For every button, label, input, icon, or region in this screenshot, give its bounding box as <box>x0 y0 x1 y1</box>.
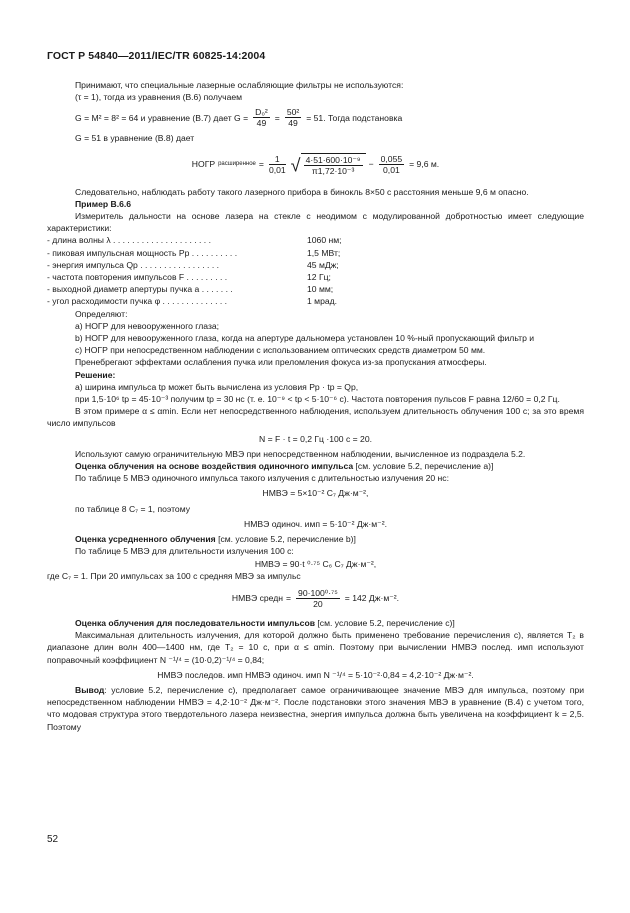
conclusion-paragraph: Вывод: условие 5.2, перечисление с), предполагает самое ограничивающее значение МВЭ для импульса, поэтому при непосредственном наблюдении HМВЭ = 4,2·10⁻² Дж·м⁻². После подстановки этого значения МВЭ в уравнение (В.4) с учетом того, что модовая структура этого твердотельного лазера неизвестна, энергия импульса должна быть увеличена на коэффициент k = 2,5. Поэтому <box>47 684 584 732</box>
paragraph: а) НОГР для невооруженного глаза; <box>75 320 220 331</box>
equation-h5: HМВЭ последов. имп HМВЭ одиноч. имп N ⁻¹/⁴ = 5·10⁻²·0,84 = 4,2·10⁻² Дж·м⁻². <box>157 669 474 680</box>
page-content <box>47 79 584 733</box>
fraction: $\frac{\text{50²}}{49}$ <box>286 107 300 129</box>
square-root: √ $\frac{\text{4·51·600·10⁻⁹}}{\text{π1,72·10⁻³}}$ <box>291 153 366 176</box>
paragraph: По таблице 5 МВЭ одиночного импульса такого излучения с длительностью излучения 20 нс: <box>75 473 449 484</box>
paragraph: Определяют: <box>75 308 128 319</box>
list-item: - пиковая импульсная мощность Pp . . . . . . . . . . 1,5 МВт; <box>47 247 341 258</box>
equation-nogr: НОГР расширенное = $\frac{1}{0,01}$ √ $\frac{\text{4·51·600·10⁻⁹}}{\text{π1,72·10⁻³}}$ − $\frac{0,055}{0,01}$ = 9,6 м. <box>191 153 440 176</box>
list-item: - энергия импульса Qp . . . . . . . . . . . . . . . . . 45 мДж; <box>47 259 339 270</box>
paragraph: b) НОГР для невооруженного глаза, когда на апертуре дальномера установлен 10 %-ный пропускающий фильтр и <box>75 333 535 344</box>
document-header: ГОСТ Р 54840—2011/IEC/TR 60825-14:2004 <box>47 50 266 62</box>
fraction: $\frac{\text{D₀²}}{49}$ <box>255 107 268 129</box>
paragraph: По таблице 5 МВЭ для длительности излучения 100 с: <box>75 546 294 557</box>
paragraph: по таблице 8 C₇ = 1, поэтому <box>75 503 191 514</box>
paragraph: (τ = 1), тогда из уравнения (В.6) получаем <box>75 92 243 103</box>
section-heading: Оценка облучения на основе воздействия одиночного импульса [см. условие 5.2, перечисление а)] <box>75 461 494 472</box>
section-heading: Оценка облучения для последовательности импульсов [см. условие 5.2, перечисление с)] <box>75 617 455 628</box>
example-title: Пример В.6.6 <box>75 198 132 209</box>
equation-h4: HМВЭ средн = $\frac{\text{90·100⁰·⁷⁵}}{20}$ = 142 Дж·м⁻². <box>231 587 400 609</box>
paragraph: с) НОГР при непосредственном наблюдении с использованием оптических средств диаметром 50 мм. <box>75 345 486 356</box>
paragraph: Пренебрегают эффектами ослабления пучка или преломления фокуса из-за пропускания атмосферы. <box>75 357 487 368</box>
list-item: - частота повторения импульсов F . . . . . . . . . 12 Гц; <box>47 272 331 283</box>
paragraph: G = 51 в уравнение (В.8) дает <box>75 133 195 144</box>
paragraph: Принимают, что специальные лазерные ослабляющие фильтры не используются: <box>75 80 404 90</box>
paragraph: Измеритель дальности на основе лазера на стекле с неодимом с модулированной добротностью имеет следующие характеристики: <box>47 211 584 234</box>
equation-g: G = M² = 8² = 64 и уравнение (В.7) дает G = $\frac{\text{D₀²}}{49}$ = $\frac{\text{50²}}{49}$ = 51. Тогда подстановка <box>75 107 403 129</box>
equation-h1: HМВЭ = 5×10⁻² C₇ Дж·м⁻², <box>262 488 369 499</box>
section-heading: Оценка усредненного облучения [см. условие 5.2, перечисление b)] <box>75 534 356 545</box>
list-item: - выходной диаметр апертуры пучка a . . . . . . . 10 мм; <box>47 284 334 295</box>
paragraph: а) ширина импульса tp может быть вычислена из условия Pp · tp = Qp, <box>75 381 359 392</box>
paragraph: Максимальная длительность излучения, для которой должно быть применено требование перечисления с), является T₂ в диапазоне длин волн 400—1400 нм, где T₂ = 10 с, при α ≤ αmin. Поэтому при вычислении HМВЭ послед. имп используют поправочный коэффициент N ⁻¹/⁴ = (10·0,2)⁻¹/⁴ = 0,84; <box>47 630 584 665</box>
paragraph: В этом примере α ≤ αmin. Если нет непосредственного наблюдения, используем длительность облучения 100 с; за это время число импульсов <box>47 406 584 429</box>
specs-list <box>47 234 584 307</box>
equation-n: N = F · t = 0,2 Гц ·100 с = 20. <box>259 433 372 444</box>
paragraph: где C₇ = 1. При 20 импульсах за 100 с средняя МВЭ за импульс <box>47 570 301 581</box>
fraction: $\frac{0,055}{0,01}$ <box>380 153 403 175</box>
list-item: - длина волны λ . . . . . . . . . . . . . . . . . . . . . 1060 нм; <box>47 235 342 246</box>
list-item: - угол расходимости пучка φ . . . . . . . . . . . . . . 1 мрад. <box>47 296 338 307</box>
paragraph: Следовательно, наблюдать работу такого лазерного прибора в бинокль 8×50 с расстояния меньше 9,6 м опасно. <box>75 186 529 197</box>
fraction: $\frac{\text{90·100⁰·⁷⁵}}{20}$ <box>298 587 338 609</box>
paragraph: Используют самую ограничительную МВЭ при непосредственном наблюдении, вычисленное из подраздела 5.2. <box>75 448 526 459</box>
page-number: 52 <box>47 834 59 845</box>
solution-title: Решение: <box>75 369 116 380</box>
equation-h2: HМВЭ одиноч. имп = 5·10⁻² Дж·м⁻². <box>244 518 387 529</box>
fraction: $\frac{1}{0,01}$ <box>268 153 286 175</box>
paragraph: при 1,5·10⁶ tp = 45·10⁻³ получим tp = 30 нс (т. е. 10⁻⁹ < tp < 5·10⁻⁶ с). Частота повторения пульсов F равна 12/60 = 0,2 Гц. <box>75 394 560 405</box>
equation-h3: HМВЭ = 90·t ⁰·⁷⁵ C₆ C₇ Дж·м⁻², <box>254 558 377 569</box>
